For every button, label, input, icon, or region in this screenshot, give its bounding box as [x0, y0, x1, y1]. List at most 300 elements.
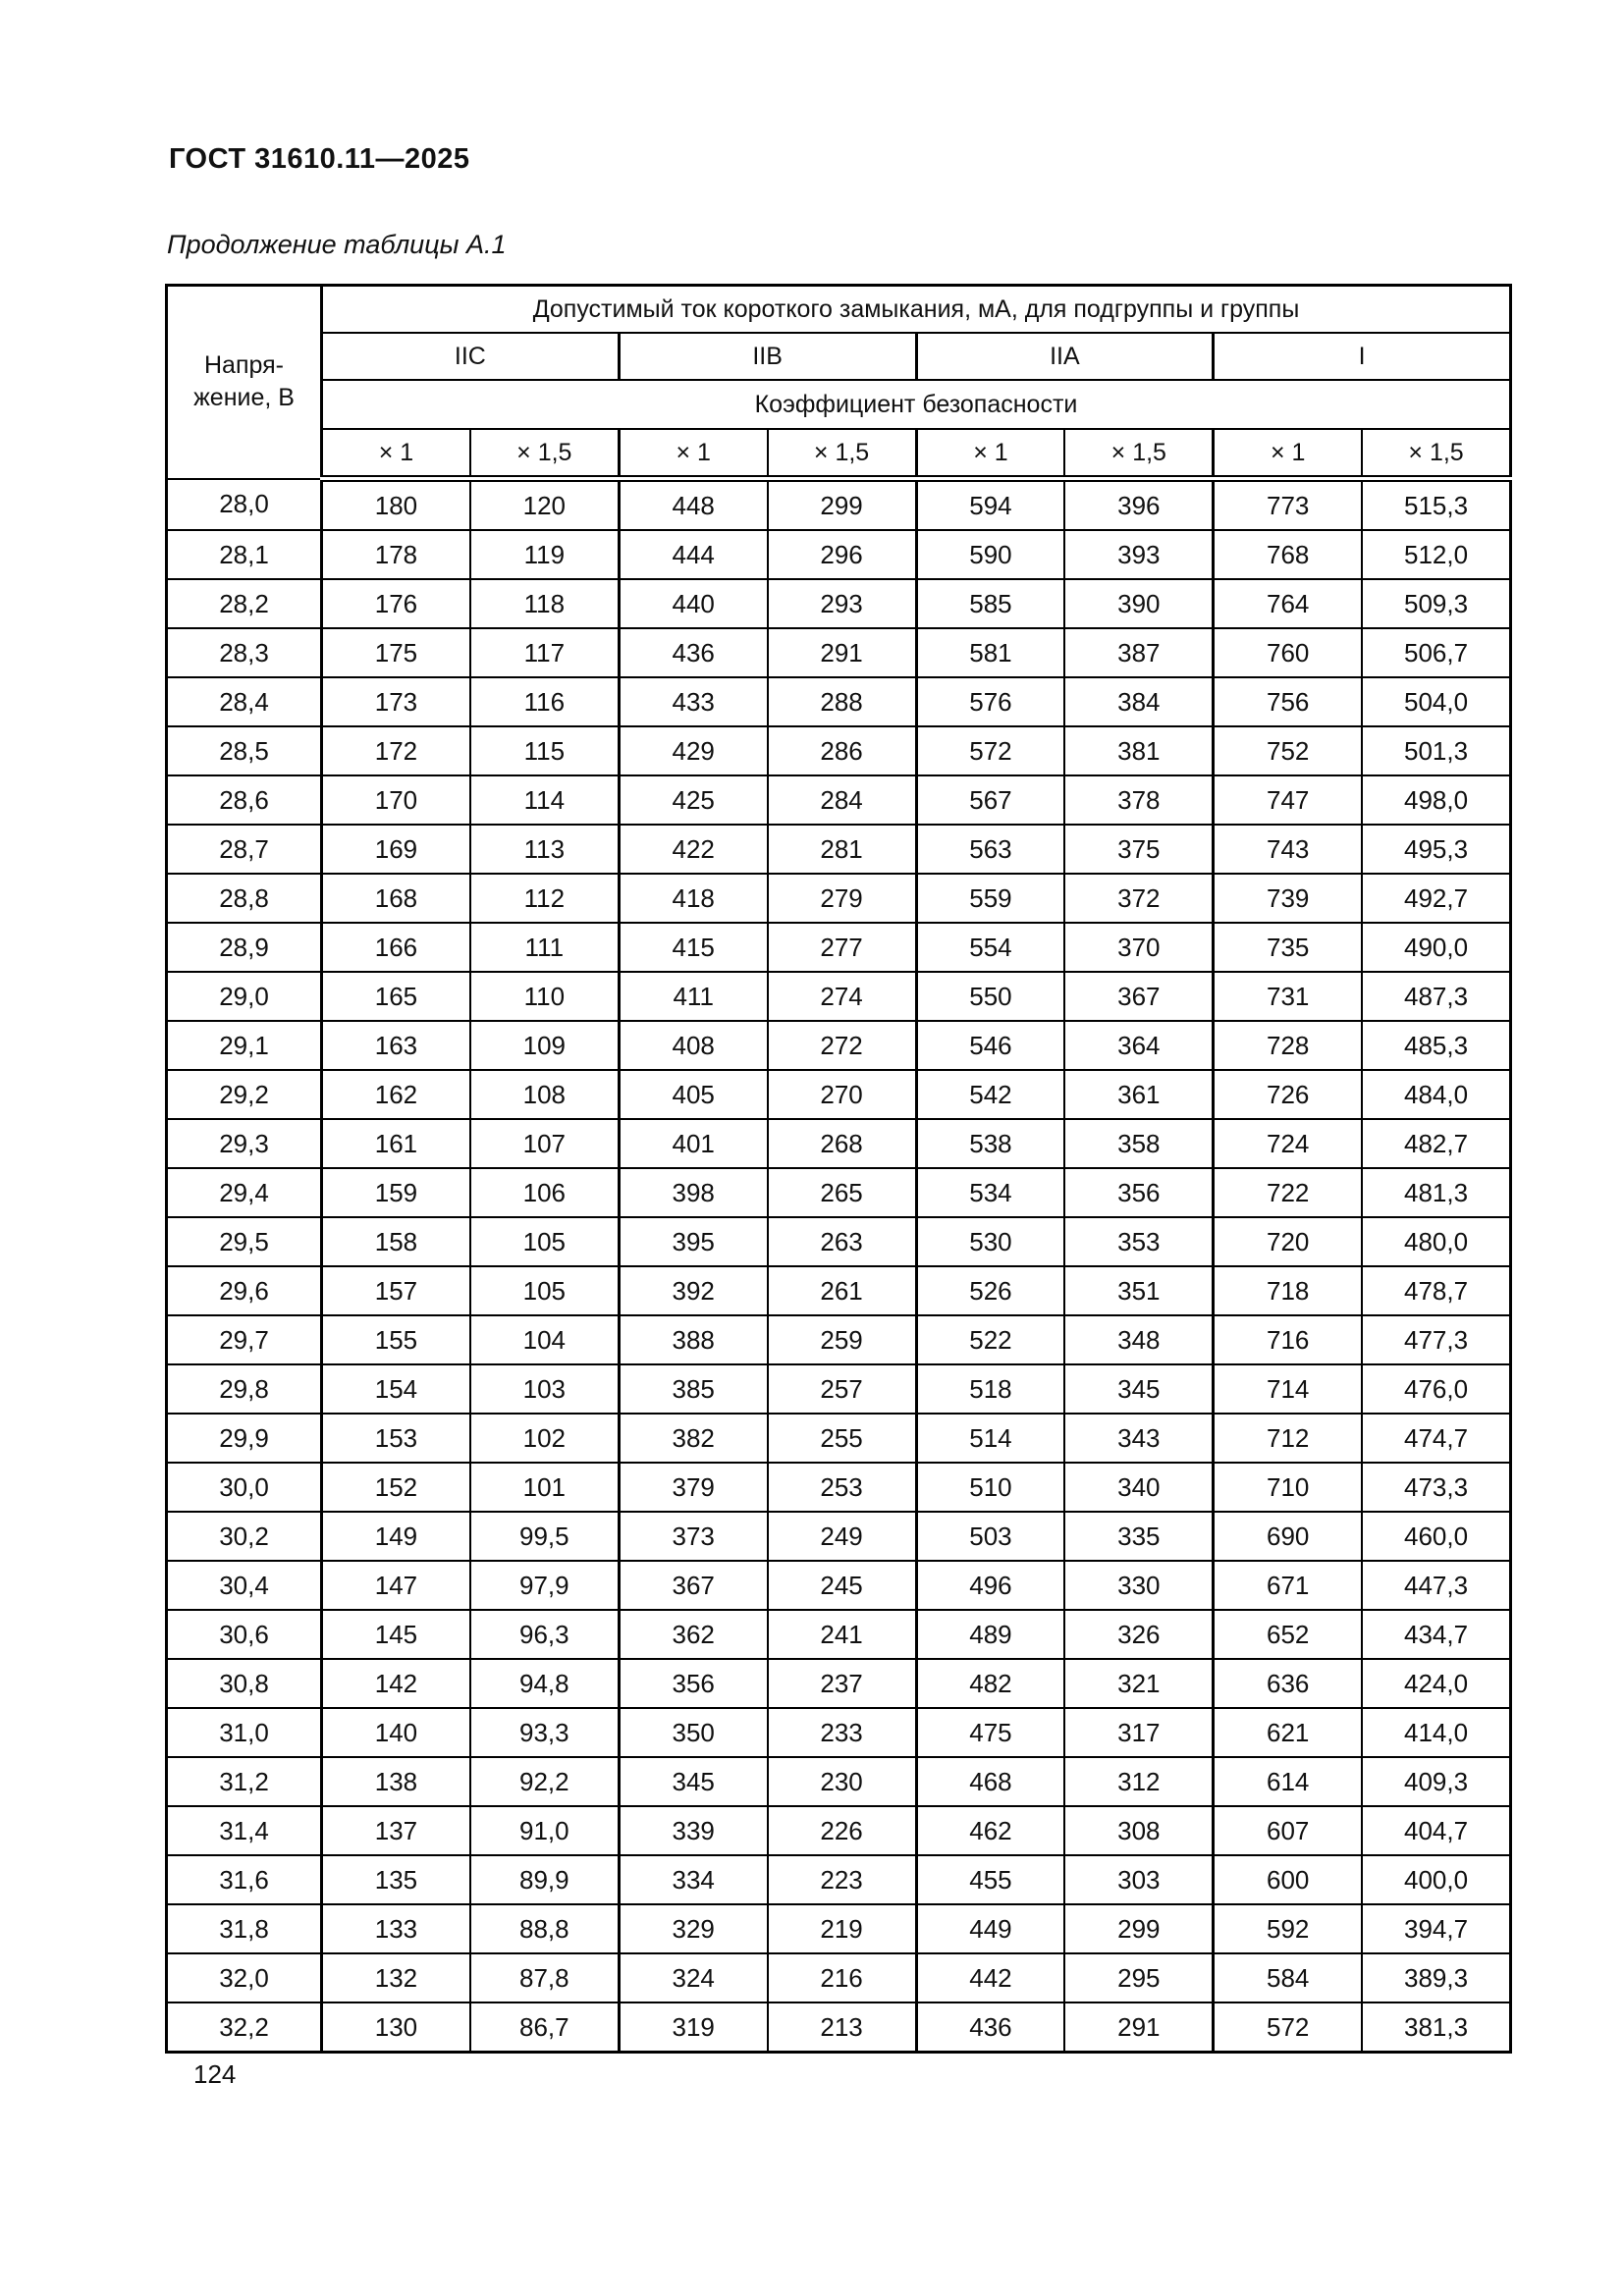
current-cell: 317 — [1064, 1708, 1213, 1757]
current-cell: 393 — [1064, 530, 1213, 579]
current-cell: 105 — [470, 1217, 619, 1266]
current-cell: 265 — [768, 1168, 916, 1217]
voltage-cell: 29,9 — [167, 1414, 322, 1463]
current-cell: 724 — [1214, 1119, 1362, 1168]
current-cell: 594 — [916, 479, 1064, 531]
voltage-column-header — [167, 286, 322, 479]
current-cell: 154 — [322, 1364, 470, 1414]
voltage-cell: 29,7 — [167, 1315, 322, 1364]
table-row — [167, 1070, 1511, 1119]
current-cell: 554 — [916, 923, 1064, 972]
current-cell: 414,0 — [1362, 1708, 1510, 1757]
current-cell: 526 — [916, 1266, 1064, 1315]
table-row — [167, 1463, 1511, 1512]
current-cell: 303 — [1064, 1855, 1213, 1904]
current-cell: 422 — [619, 825, 767, 874]
current-cell: 319 — [619, 2002, 767, 2053]
current-cell: 395 — [619, 1217, 767, 1266]
current-cell: 503 — [916, 1512, 1064, 1561]
current-cell: 442 — [916, 1953, 1064, 2002]
table-row — [167, 530, 1511, 579]
current-cell: 345 — [619, 1757, 767, 1806]
current-cell: 474,7 — [1362, 1414, 1510, 1463]
current-cell: 415 — [619, 923, 767, 972]
current-cell: 515,3 — [1362, 479, 1510, 531]
table-row — [167, 2002, 1511, 2053]
current-cell: 142 — [322, 1659, 470, 1708]
voltage-cell: 29,2 — [167, 1070, 322, 1119]
current-cell: 279 — [768, 874, 916, 923]
current-cell: 86,7 — [470, 2002, 619, 2053]
table-row — [167, 479, 1511, 531]
current-cell: 138 — [322, 1757, 470, 1806]
factor-col-header: × 1,5 — [470, 429, 619, 479]
current-cell: 546 — [916, 1021, 1064, 1070]
factor-col-header: × 1 — [322, 429, 470, 479]
current-cell: 259 — [768, 1315, 916, 1364]
group-header-iib: IIB — [619, 333, 916, 380]
table-row — [167, 1904, 1511, 1953]
current-cell: 89,9 — [470, 1855, 619, 1904]
voltage-cell: 30,2 — [167, 1512, 322, 1561]
current-cell: 572 — [916, 726, 1064, 775]
current-cell: 163 — [322, 1021, 470, 1070]
current-cell: 462 — [916, 1806, 1064, 1855]
current-cell: 249 — [768, 1512, 916, 1561]
current-cell: 510 — [916, 1463, 1064, 1512]
current-cell: 518 — [916, 1364, 1064, 1414]
current-cell: 358 — [1064, 1119, 1213, 1168]
current-cell: 473,3 — [1362, 1463, 1510, 1512]
voltage-cell: 29,4 — [167, 1168, 322, 1217]
header-row-factors — [167, 429, 1511, 479]
current-cell: 88,8 — [470, 1904, 619, 1953]
current-cell: 592 — [1214, 1904, 1362, 1953]
voltage-cell: 30,0 — [167, 1463, 322, 1512]
current-cell: 433 — [619, 677, 767, 726]
table-row — [167, 579, 1511, 628]
table-caption: Продолжение таблицы А.1 — [167, 230, 507, 259]
current-cell: 270 — [768, 1070, 916, 1119]
current-cell: 356 — [1064, 1168, 1213, 1217]
factor-col-header: × 1,5 — [1362, 429, 1510, 479]
current-cell: 621 — [1214, 1708, 1362, 1757]
current-cell: 716 — [1214, 1315, 1362, 1364]
current-cell: 392 — [619, 1266, 767, 1315]
current-cell: 731 — [1214, 972, 1362, 1021]
current-cell: 116 — [470, 677, 619, 726]
current-cell: 107 — [470, 1119, 619, 1168]
current-cell: 87,8 — [470, 1953, 619, 2002]
current-cell: 487,3 — [1362, 972, 1510, 1021]
current-cell: 373 — [619, 1512, 767, 1561]
current-cell: 96,3 — [470, 1610, 619, 1659]
table-row — [167, 1119, 1511, 1168]
current-cell: 108 — [470, 1070, 619, 1119]
current-cell: 425 — [619, 775, 767, 825]
current-cell: 381,3 — [1362, 2002, 1510, 2053]
current-cell: 253 — [768, 1463, 916, 1512]
voltage-cell: 31,8 — [167, 1904, 322, 1953]
current-cell: 485,3 — [1362, 1021, 1510, 1070]
current-cell: 468 — [916, 1757, 1064, 1806]
current-cell: 329 — [619, 1904, 767, 1953]
voltage-cell: 32,0 — [167, 1953, 322, 2002]
current-cell: 230 — [768, 1757, 916, 1806]
current-cell: 401 — [619, 1119, 767, 1168]
voltage-cell: 28,5 — [167, 726, 322, 775]
current-cell: 99,5 — [470, 1512, 619, 1561]
current-cell: 559 — [916, 874, 1064, 923]
current-cell: 330 — [1064, 1561, 1213, 1610]
current-cell: 261 — [768, 1266, 916, 1315]
current-cell: 169 — [322, 825, 470, 874]
current-cell: 257 — [768, 1364, 916, 1414]
current-cell: 773 — [1214, 479, 1362, 531]
current-cell: 94,8 — [470, 1659, 619, 1708]
current-cell: 379 — [619, 1463, 767, 1512]
current-cell: 91,0 — [470, 1806, 619, 1855]
current-cell: 175 — [322, 628, 470, 677]
current-cell: 170 — [322, 775, 470, 825]
current-cell: 102 — [470, 1414, 619, 1463]
current-cell: 722 — [1214, 1168, 1362, 1217]
current-cell: 496 — [916, 1561, 1064, 1610]
current-cell: 477,3 — [1362, 1315, 1510, 1364]
current-cell: 237 — [768, 1659, 916, 1708]
current-cell: 293 — [768, 579, 916, 628]
voltage-cell: 31,0 — [167, 1708, 322, 1757]
table-row — [167, 1414, 1511, 1463]
current-cell: 538 — [916, 1119, 1064, 1168]
table-row — [167, 1168, 1511, 1217]
current-cell: 113 — [470, 825, 619, 874]
voltage-cell: 31,6 — [167, 1855, 322, 1904]
current-cell: 726 — [1214, 1070, 1362, 1119]
factor-col-header: × 1,5 — [1064, 429, 1213, 479]
table-body — [167, 479, 1511, 2053]
current-cell: 434,7 — [1362, 1610, 1510, 1659]
current-cell: 145 — [322, 1610, 470, 1659]
current-cell: 436 — [916, 2002, 1064, 2053]
table-row — [167, 1659, 1511, 1708]
voltage-cell: 28,7 — [167, 825, 322, 874]
current-cell: 607 — [1214, 1806, 1362, 1855]
voltage-cell: 30,8 — [167, 1659, 322, 1708]
current-cell: 584 — [1214, 1953, 1362, 2002]
voltage-cell: 28,8 — [167, 874, 322, 923]
current-cell: 495,3 — [1362, 825, 1510, 874]
current-cell: 455 — [916, 1855, 1064, 1904]
current-cell: 585 — [916, 579, 1064, 628]
voltage-header-line1: Напря- — [204, 351, 284, 380]
voltage-cell: 29,0 — [167, 972, 322, 1021]
factor-col-header: × 1 — [916, 429, 1064, 479]
current-cell: 429 — [619, 726, 767, 775]
current-cell: 400,0 — [1362, 1855, 1510, 1904]
current-cell: 213 — [768, 2002, 916, 2053]
current-cell: 353 — [1064, 1217, 1213, 1266]
current-cell: 137 — [322, 1806, 470, 1855]
table-row — [167, 726, 1511, 775]
table-header — [167, 286, 1511, 479]
short-circuit-current-table — [165, 284, 1512, 2054]
current-cell: 343 — [1064, 1414, 1213, 1463]
voltage-cell: 28,2 — [167, 579, 322, 628]
voltage-header-line2: жение, В — [193, 384, 295, 412]
voltage-cell: 29,5 — [167, 1217, 322, 1266]
voltage-cell: 28,4 — [167, 677, 322, 726]
current-cell: 411 — [619, 972, 767, 1021]
document-title: ГОСТ 31610.11—2025 — [169, 143, 470, 175]
current-cell: 361 — [1064, 1070, 1213, 1119]
current-cell: 387 — [1064, 628, 1213, 677]
current-cell: 460,0 — [1362, 1512, 1510, 1561]
current-cell: 504,0 — [1362, 677, 1510, 726]
current-cell: 600 — [1214, 1855, 1362, 1904]
current-cell: 274 — [768, 972, 916, 1021]
current-cell: 101 — [470, 1463, 619, 1512]
current-cell: 512,0 — [1362, 530, 1510, 579]
current-cell: 162 — [322, 1070, 470, 1119]
current-cell: 105 — [470, 1266, 619, 1315]
voltage-cell: 28,6 — [167, 775, 322, 825]
table-row — [167, 1266, 1511, 1315]
current-cell: 522 — [916, 1315, 1064, 1364]
current-cell: 712 — [1214, 1414, 1362, 1463]
table-row — [167, 1806, 1511, 1855]
current-cell: 135 — [322, 1855, 470, 1904]
current-cell: 447,3 — [1362, 1561, 1510, 1610]
current-cell: 161 — [322, 1119, 470, 1168]
current-cell: 389,3 — [1362, 1953, 1510, 2002]
current-cell: 168 — [322, 874, 470, 923]
current-cell: 216 — [768, 1953, 916, 2002]
current-cell: 756 — [1214, 677, 1362, 726]
current-cell: 542 — [916, 1070, 1064, 1119]
current-cell: 372 — [1064, 874, 1213, 923]
current-cell: 671 — [1214, 1561, 1362, 1610]
table-row — [167, 1021, 1511, 1070]
current-cell: 110 — [470, 972, 619, 1021]
current-cell: 394,7 — [1362, 1904, 1510, 1953]
table-row — [167, 1855, 1511, 1904]
header-row-safety-factor — [167, 380, 1511, 429]
voltage-cell: 28,3 — [167, 628, 322, 677]
current-cell: 563 — [916, 825, 1064, 874]
current-cell: 233 — [768, 1708, 916, 1757]
current-cell: 263 — [768, 1217, 916, 1266]
factor-col-header: × 1 — [1214, 429, 1362, 479]
table-row — [167, 628, 1511, 677]
current-cell: 299 — [1064, 1904, 1213, 1953]
current-cell: 367 — [1064, 972, 1213, 1021]
current-cell: 590 — [916, 530, 1064, 579]
current-cell: 180 — [322, 479, 470, 531]
current-cell: 652 — [1214, 1610, 1362, 1659]
current-cell: 284 — [768, 775, 916, 825]
current-cell: 743 — [1214, 825, 1362, 874]
voltage-cell: 31,2 — [167, 1757, 322, 1806]
table-row — [167, 874, 1511, 923]
current-cell: 752 — [1214, 726, 1362, 775]
current-cell: 120 — [470, 479, 619, 531]
current-cell: 530 — [916, 1217, 1064, 1266]
table-row — [167, 1610, 1511, 1659]
current-cell: 768 — [1214, 530, 1362, 579]
current-cell: 484,0 — [1362, 1070, 1510, 1119]
current-cell: 172 — [322, 726, 470, 775]
current-cell: 385 — [619, 1364, 767, 1414]
voltage-cell: 30,6 — [167, 1610, 322, 1659]
allowed-current-header: Допустимый ток короткого замыкания, мА, для подгруппы и группы — [322, 286, 1511, 334]
group-header-iia: IIA — [916, 333, 1214, 380]
current-cell: 764 — [1214, 579, 1362, 628]
voltage-cell: 28,9 — [167, 923, 322, 972]
current-cell: 152 — [322, 1463, 470, 1512]
current-cell: 728 — [1214, 1021, 1362, 1070]
current-cell: 277 — [768, 923, 916, 972]
current-cell: 117 — [470, 628, 619, 677]
current-cell: 272 — [768, 1021, 916, 1070]
current-cell: 498,0 — [1362, 775, 1510, 825]
current-cell: 735 — [1214, 923, 1362, 972]
current-cell: 405 — [619, 1070, 767, 1119]
current-cell: 506,7 — [1362, 628, 1510, 677]
current-cell: 581 — [916, 628, 1064, 677]
current-cell: 268 — [768, 1119, 916, 1168]
voltage-cell: 29,3 — [167, 1119, 322, 1168]
voltage-cell: 29,6 — [167, 1266, 322, 1315]
current-cell: 335 — [1064, 1512, 1213, 1561]
current-cell: 119 — [470, 530, 619, 579]
current-cell: 476,0 — [1362, 1364, 1510, 1414]
table-row — [167, 775, 1511, 825]
current-cell: 418 — [619, 874, 767, 923]
current-cell: 339 — [619, 1806, 767, 1855]
current-cell: 482,7 — [1362, 1119, 1510, 1168]
current-cell: 384 — [1064, 677, 1213, 726]
current-cell: 334 — [619, 1855, 767, 1904]
voltage-cell: 29,8 — [167, 1364, 322, 1414]
safety-factor-header: Коэффициент безопасности — [322, 380, 1511, 429]
current-cell: 241 — [768, 1610, 916, 1659]
current-cell: 312 — [1064, 1757, 1213, 1806]
page-content — [165, 143, 1512, 2054]
current-cell: 340 — [1064, 1463, 1213, 1512]
current-cell: 482 — [916, 1659, 1064, 1708]
current-cell: 93,3 — [470, 1708, 619, 1757]
table-row — [167, 1953, 1511, 2002]
table-row — [167, 677, 1511, 726]
current-cell: 398 — [619, 1168, 767, 1217]
current-cell: 308 — [1064, 1806, 1213, 1855]
current-cell: 720 — [1214, 1217, 1362, 1266]
current-cell: 747 — [1214, 775, 1362, 825]
current-cell: 370 — [1064, 923, 1213, 972]
current-cell: 364 — [1064, 1021, 1213, 1070]
table-row — [167, 972, 1511, 1021]
header-row-groups — [167, 333, 1511, 380]
current-cell: 103 — [470, 1364, 619, 1414]
current-cell: 286 — [768, 726, 916, 775]
current-cell: 409,3 — [1362, 1757, 1510, 1806]
voltage-cell: 32,2 — [167, 2002, 322, 2053]
current-cell: 572 — [1214, 2002, 1362, 2053]
current-cell: 149 — [322, 1512, 470, 1561]
current-cell: 255 — [768, 1414, 916, 1463]
current-cell: 157 — [322, 1266, 470, 1315]
factor-col-header: × 1,5 — [768, 429, 916, 479]
group-header-i: I — [1214, 333, 1511, 380]
current-cell: 501,3 — [1362, 726, 1510, 775]
current-cell: 223 — [768, 1855, 916, 1904]
current-cell: 404,7 — [1362, 1806, 1510, 1855]
current-cell: 165 — [322, 972, 470, 1021]
table-row — [167, 1364, 1511, 1414]
current-cell: 153 — [322, 1414, 470, 1463]
current-cell: 166 — [322, 923, 470, 972]
current-cell: 97,9 — [470, 1561, 619, 1610]
current-cell: 480,0 — [1362, 1217, 1510, 1266]
current-cell: 367 — [619, 1561, 767, 1610]
current-cell: 291 — [768, 628, 916, 677]
current-cell: 710 — [1214, 1463, 1362, 1512]
current-cell: 381 — [1064, 726, 1213, 775]
current-cell: 424,0 — [1362, 1659, 1510, 1708]
current-cell: 478,7 — [1362, 1266, 1510, 1315]
current-cell: 173 — [322, 677, 470, 726]
current-cell: 104 — [470, 1315, 619, 1364]
current-cell: 514 — [916, 1414, 1064, 1463]
current-cell: 281 — [768, 825, 916, 874]
current-cell: 291 — [1064, 2002, 1213, 2053]
current-cell: 226 — [768, 1806, 916, 1855]
current-cell: 295 — [1064, 1953, 1213, 2002]
current-cell: 388 — [619, 1315, 767, 1364]
table-row — [167, 1708, 1511, 1757]
voltage-cell: 29,1 — [167, 1021, 322, 1070]
voltage-cell: 31,4 — [167, 1806, 322, 1855]
current-cell: 219 — [768, 1904, 916, 1953]
current-cell: 348 — [1064, 1315, 1213, 1364]
factor-col-header: × 1 — [619, 429, 767, 479]
current-cell: 147 — [322, 1561, 470, 1610]
current-cell: 481,3 — [1362, 1168, 1510, 1217]
current-cell: 440 — [619, 579, 767, 628]
current-cell: 324 — [619, 1953, 767, 2002]
header-row-span — [167, 286, 1511, 334]
current-cell: 351 — [1064, 1266, 1213, 1315]
current-cell: 475 — [916, 1708, 1064, 1757]
current-cell: 408 — [619, 1021, 767, 1070]
page-number: 124 — [193, 2059, 237, 2089]
table-row — [167, 1217, 1511, 1266]
current-cell: 567 — [916, 775, 1064, 825]
current-cell: 449 — [916, 1904, 1064, 1953]
voltage-cell: 28,1 — [167, 530, 322, 579]
current-cell: 490,0 — [1362, 923, 1510, 972]
current-cell: 109 — [470, 1021, 619, 1070]
current-cell: 178 — [322, 530, 470, 579]
group-header-iic: IIC — [322, 333, 620, 380]
current-cell: 106 — [470, 1168, 619, 1217]
current-cell: 133 — [322, 1904, 470, 1953]
current-cell: 345 — [1064, 1364, 1213, 1414]
current-cell: 92,2 — [470, 1757, 619, 1806]
current-cell: 760 — [1214, 628, 1362, 677]
current-cell: 714 — [1214, 1364, 1362, 1414]
